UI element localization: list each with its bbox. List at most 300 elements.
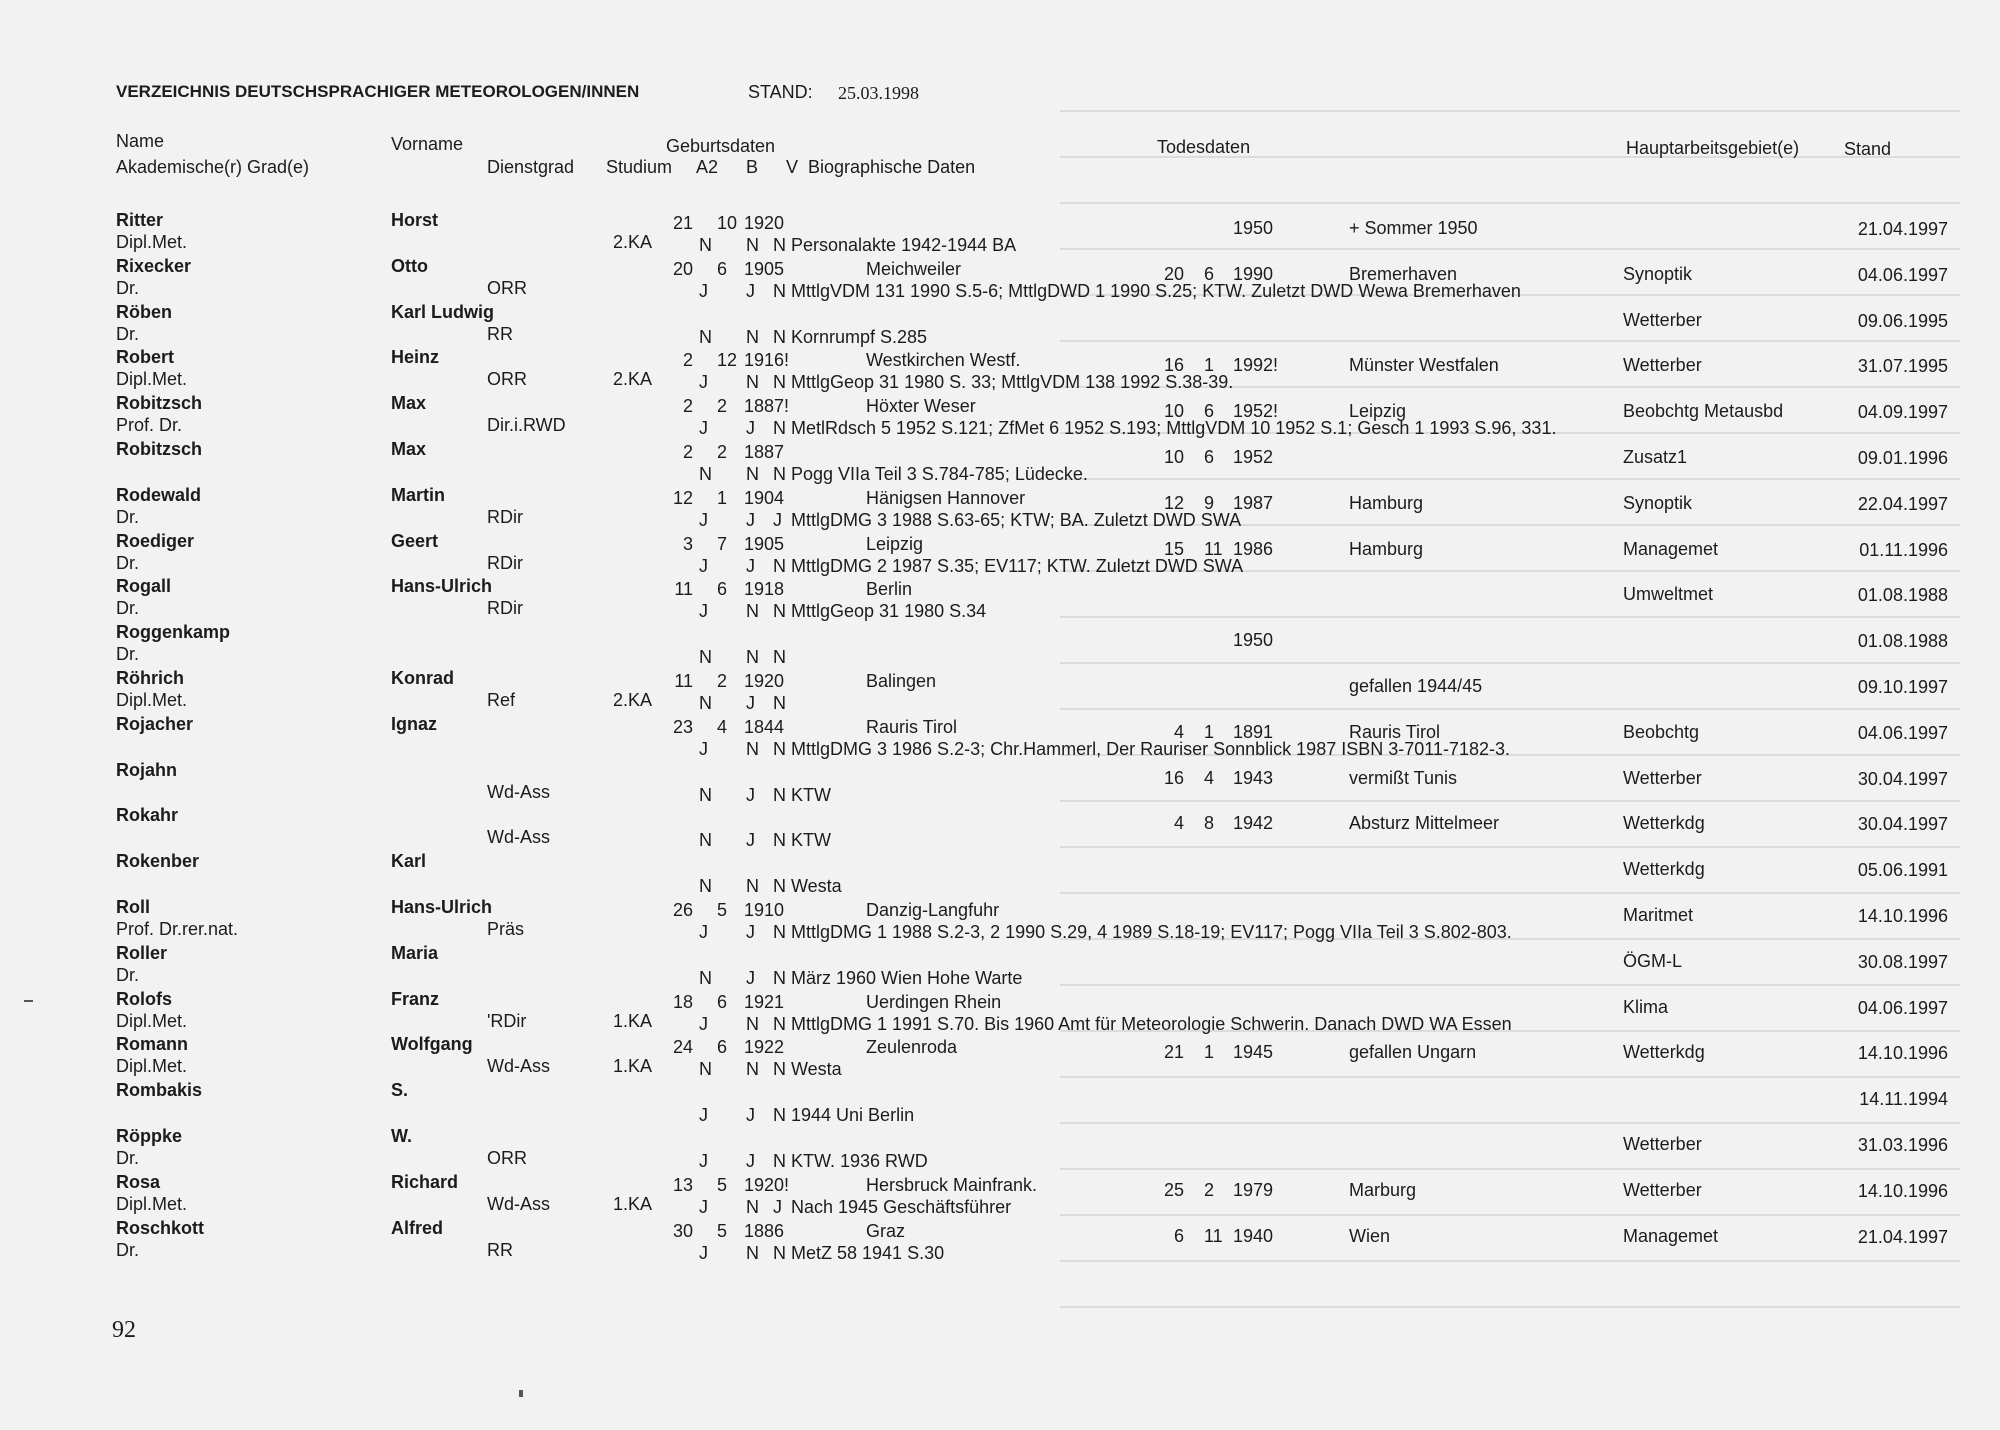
cell-vorname: Heinz: [391, 347, 440, 368]
cell-bio: MttlgVDM 131 1990 S.5-6; MttlgDWD 1 1990 S.25; KTW. Zuletzt DWD Wewa Bremerhaven: [791, 280, 1521, 301]
cell-vorname: Ignaz: [391, 713, 438, 734]
cell-b: J: [746, 418, 755, 439]
col-dienstgrad: Dienstgrad: [487, 157, 575, 177]
cell-name: Rolofs: [116, 988, 172, 1009]
cell-a2: J: [699, 372, 708, 393]
cell-death-place: Wien: [1349, 1225, 1391, 1246]
cell-v: N: [773, 1059, 786, 1080]
cell-stand-date: 21.04.1997: [1857, 1226, 1948, 1247]
cell-death-month: 11: [1204, 538, 1223, 559]
cell-name: Röppke: [116, 1126, 183, 1146]
cell-death-month: 6: [1204, 401, 1215, 422]
cell-birth-month: 6: [717, 991, 728, 1012]
cell-studium: 2.KA: [613, 232, 653, 252]
cell-v: N: [773, 647, 786, 668]
cell-birth-year: 1922: [744, 1037, 785, 1058]
cell-birth-day: 13: [672, 1174, 693, 1195]
cell-hauptgebiet: ÖGM-L: [1623, 950, 1683, 971]
cell-birth-year: 1920!: [744, 1174, 790, 1195]
cell-bio: MttlgDMG 3 1986 S.2-3; Chr.Hammerl, Der Rauriser Sonnblick 1987 ISBN 3-7011-7182-3.: [791, 738, 1510, 759]
cell-stand-date: 14.10.1996: [1857, 906, 1948, 926]
cell-dienstgrad: RDir: [487, 598, 523, 619]
cell-vorname: Hans-Ulrich: [391, 897, 493, 917]
cell-death-year: 1990: [1233, 263, 1274, 284]
cell-bio: KTW: [791, 784, 831, 805]
cell-a2: J: [699, 1196, 708, 1217]
cell-b: N: [746, 326, 759, 347]
cell-b: N: [746, 738, 759, 759]
cell-bio: KTW: [791, 830, 831, 851]
cell-stand-date: 14.10.1996: [1857, 1180, 1948, 1201]
cell-name: Roll: [116, 897, 150, 917]
cell-name: Rixecker: [116, 255, 192, 276]
cell-a2: N: [699, 830, 712, 851]
cell-stand-date: 04.06.1997: [1857, 722, 1948, 743]
cell-b: N: [746, 601, 759, 622]
cell-hauptgebiet: Synoptik: [1623, 263, 1693, 284]
cell-grad: Dr.: [116, 1148, 140, 1168]
cell-birth-day: 11: [674, 671, 693, 691]
cell-dienstgrad: RR: [487, 1239, 513, 1260]
cell-v: N: [773, 418, 786, 439]
cell-death-place: Leipzig: [1349, 401, 1407, 422]
cell-birth-place: Hänigsen Hannover: [866, 487, 1026, 508]
cell-b: N: [746, 464, 759, 484]
cell-a2: J: [699, 922, 708, 942]
cell-birth-year: 1920: [744, 213, 785, 233]
cell-v: N: [773, 1151, 786, 1171]
document-title: VERZEICHNIS DEUTSCHSPRACHIGER METEOROLOGEN/INNEN: [116, 82, 640, 101]
cell-death-year: 1950: [1233, 218, 1274, 238]
cell-birth-month: 12: [717, 350, 738, 371]
cell-a2: J: [699, 555, 708, 576]
cell-v: N: [773, 922, 786, 942]
cell-vorname: S.: [391, 1080, 409, 1101]
cell-birth-day: 12: [672, 487, 693, 508]
cell-death-month: 1: [1204, 1042, 1215, 1063]
cell-hauptgebiet: Wetterber: [1623, 1179, 1702, 1200]
col-geburtsdaten: Geburtsdaten: [666, 136, 776, 156]
cell-a2: J: [699, 1242, 708, 1263]
cell-death-place: Marburg: [1349, 1179, 1417, 1200]
cell-v: N: [773, 693, 786, 713]
cell-hauptgebiet: Synoptik: [1623, 492, 1693, 513]
cell-birth-year: 1910: [744, 900, 785, 920]
cell-b: J: [746, 1151, 755, 1171]
cell-vorname: Max: [391, 393, 427, 414]
cell-v: N: [773, 876, 786, 897]
col-todesdaten: Todesdaten: [1157, 137, 1251, 157]
cell-birth-year: 1904: [744, 487, 785, 508]
cell-grad: Dipl.Met.: [116, 690, 188, 710]
cell-death-year: 1945: [1233, 1042, 1274, 1063]
cell-death-year: 1952: [1233, 447, 1274, 467]
cell-stand-date: 30.04.1997: [1857, 814, 1948, 835]
cell-birth-month: 7: [717, 533, 728, 554]
cell-grad: Dr.: [116, 506, 140, 527]
cell-dienstgrad: 'RDir: [487, 1010, 527, 1031]
cell-death-month: 11: [1204, 1225, 1223, 1246]
cell-death-place: Münster Westfalen: [1349, 355, 1499, 376]
cell-b: J: [746, 922, 755, 942]
cell-birth-place: Leipzig: [866, 533, 924, 554]
cell-b: J: [746, 509, 755, 530]
cell-name: Ritter: [116, 210, 164, 230]
cell-death-day: 4: [1173, 721, 1184, 742]
cell-stand-date: 01.08.1988: [1857, 585, 1948, 606]
cell-b: J: [746, 693, 755, 713]
cell-vorname: Geert: [391, 530, 439, 551]
cell-bio: März 1960 Wien Hohe Warte: [791, 967, 1023, 988]
cell-grad: Dr.: [116, 644, 140, 665]
cell-a2: N: [699, 784, 712, 805]
cell-birth-day: 21: [672, 213, 693, 233]
cell-name: Roggenkamp: [116, 622, 231, 643]
cell-a2: N: [699, 235, 712, 255]
cell-death-day: 12: [1163, 492, 1184, 513]
cell-dienstgrad: Wd-Ass: [487, 1193, 550, 1214]
cell-bio: MttlgGeop 31 1980 S.34: [791, 601, 987, 622]
cell-birth-month: 4: [717, 716, 728, 737]
cell-studium: 1.KA: [613, 1056, 653, 1077]
col-haupt: Hauptarbeitsgebiet(e): [1626, 138, 1800, 158]
cell-stand-date: 21.04.1997: [1857, 219, 1948, 239]
cell-death-year: 1987: [1233, 492, 1274, 513]
cell-vorname: Max: [391, 439, 427, 459]
cell-death-day: 10: [1163, 401, 1184, 422]
cell-stand-date: 31.07.1995: [1857, 356, 1948, 377]
cell-death-place: vermißt Tunis: [1349, 767, 1458, 788]
cell-stand-date: 04.09.1997: [1857, 402, 1948, 423]
cell-hauptgebiet: Wetterber: [1623, 309, 1702, 330]
cell-v: N: [773, 967, 786, 988]
cell-death-year: 1950: [1233, 630, 1274, 651]
cell-vorname: Martin: [391, 484, 445, 505]
cell-hauptgebiet: Maritmet: [1623, 905, 1694, 925]
cell-hauptgebiet: Managemet: [1623, 538, 1719, 559]
cell-grad: Dipl.Met.: [116, 232, 188, 252]
cell-hauptgebiet: Umweltmet: [1623, 584, 1714, 605]
cell-name: Robitzsch: [116, 393, 203, 414]
cell-vorname: Alfred: [391, 1217, 444, 1238]
cell-hauptgebiet: Beobchtg: [1623, 721, 1700, 742]
cell-v: N: [773, 784, 786, 805]
cell-death-day: 21: [1163, 1042, 1184, 1063]
cell-hauptgebiet: Beobchtg Metausbd: [1623, 401, 1784, 422]
cell-birth-day: 2: [682, 396, 693, 417]
cell-birth-place: Danzig-Langfuhr: [866, 900, 1000, 920]
cell-studium: 2.KA: [613, 369, 653, 390]
cell-vorname: W.: [391, 1126, 412, 1146]
cell-birth-month: 6: [717, 258, 728, 279]
cell-hauptgebiet: Managemet: [1623, 1225, 1719, 1246]
cell-name: Röben: [116, 301, 172, 322]
cell-death-place: Hamburg: [1349, 492, 1424, 513]
cell-name: Roediger: [116, 530, 195, 551]
cell-dienstgrad: ORR: [487, 1148, 527, 1168]
cell-v: N: [773, 235, 786, 255]
cell-studium: 1.KA: [613, 1010, 653, 1031]
cell-v: J: [773, 1196, 782, 1217]
cell-v: N: [773, 830, 786, 851]
cell-birth-month: 2: [717, 396, 728, 417]
cell-vorname: Karl: [391, 851, 427, 872]
cell-birth-place: Graz: [866, 1220, 906, 1241]
cell-death-place: + Sommer 1950: [1349, 218, 1478, 238]
cell-vorname: Horst: [391, 210, 439, 230]
cell-birth-year: 1905: [744, 533, 785, 554]
cell-bio: MetlRdsch 5 1952 S.121; ZfMet 6 1952 S.193; MttlgVDM 10 1952 S.1; Gesch 1 1993 S.96, 331.: [791, 418, 1557, 439]
cell-b: N: [746, 647, 759, 668]
cell-bio: KTW. 1936 RWD: [791, 1151, 928, 1171]
cell-bio: MetZ 58 1941 S.30: [791, 1242, 945, 1263]
cell-grad: Dr.: [116, 1239, 140, 1260]
cell-death-year: 1992!: [1233, 355, 1279, 376]
cell-death-place: Hamburg: [1349, 538, 1424, 559]
cell-a2: N: [699, 876, 712, 897]
cell-birth-day: 2: [682, 350, 693, 371]
cell-birth-day: 3: [682, 533, 693, 554]
col-grad: Akademische(r) Grad(e): [116, 157, 310, 177]
cell-death-month: 6: [1204, 447, 1215, 467]
cell-stand-date: 09.01.1996: [1857, 448, 1948, 468]
cell-stand-date: 14.11.1994: [1859, 1089, 1948, 1110]
cell-stand-date: 01.08.1988: [1857, 631, 1948, 652]
cell-grad: Dr.: [116, 323, 140, 344]
cell-grad: Dr.: [116, 552, 140, 573]
cell-dienstgrad: Ref: [487, 690, 516, 710]
cell-grad: Dr.: [116, 964, 140, 985]
cell-stand-date: 30.04.1997: [1857, 768, 1948, 789]
cell-death-year: 1942: [1233, 813, 1274, 834]
cell-hauptgebiet: Wetterkdg: [1623, 1042, 1705, 1063]
cell-death-place: Bremerhaven: [1349, 263, 1458, 284]
cell-bio: Personalakte 1942-1944 BA: [791, 235, 1017, 255]
col-vorname: Vorname: [391, 134, 464, 154]
cell-birth-day: 2: [682, 442, 693, 462]
cell-birth-month: 1: [717, 487, 728, 508]
cell-a2: J: [699, 1013, 708, 1034]
cell-b: N: [746, 1242, 759, 1263]
cell-vorname: Richard: [391, 1171, 459, 1192]
cell-birth-year: 1921: [744, 991, 785, 1012]
cell-dienstgrad: RR: [487, 323, 513, 344]
cell-dienstgrad: ORR: [487, 277, 527, 298]
cell-name: Rogall: [116, 576, 172, 597]
cell-a2: N: [699, 967, 712, 988]
cell-hauptgebiet: Wetterber: [1623, 1134, 1702, 1154]
cell-death-month: 4: [1204, 767, 1215, 788]
cell-bio: Nach 1945 Geschäftsführer: [791, 1196, 1012, 1217]
cell-bio: 1944 Uni Berlin: [791, 1105, 915, 1126]
cell-birth-month: 6: [717, 1037, 728, 1058]
cell-grad: Dipl.Met.: [116, 1056, 188, 1077]
cell-a2: J: [699, 418, 708, 439]
cell-birth-day: 11: [674, 579, 693, 600]
cell-birth-month: 6: [717, 579, 728, 600]
cell-bio: MttlgDMG 1 1988 S.2-3, 2 1990 S.29, 4 1989 S.18-19; EV117; Pogg VIIa Teil 3 S.802-803.: [791, 922, 1512, 942]
cell-name: Rokenber: [116, 851, 200, 872]
cell-death-place: Rauris Tirol: [1349, 721, 1441, 742]
cell-birth-place: Westkirchen Westf.: [866, 350, 1021, 371]
cell-grad: Dipl.Met.: [116, 1193, 188, 1214]
cell-hauptgebiet: Wetterkdg: [1623, 813, 1705, 834]
cell-b: J: [746, 1105, 755, 1126]
cell-bio: Pogg VIIa Teil 3 S.784-785; Lüdecke.: [791, 464, 1088, 484]
cell-b: N: [746, 1196, 759, 1217]
cell-death-year: 1940: [1233, 1225, 1274, 1246]
cell-v: N: [773, 738, 786, 759]
cell-grad: Dr.: [116, 277, 140, 298]
cell-stand-date: 22.04.1997: [1857, 493, 1948, 514]
cell-hauptgebiet: Wetterber: [1623, 355, 1702, 376]
cell-death-month: 2: [1204, 1179, 1215, 1200]
cell-v: N: [773, 555, 786, 576]
cell-birth-month: 5: [717, 1174, 728, 1195]
col-v: V: [786, 157, 799, 177]
cell-vorname: Konrad: [391, 668, 454, 688]
cell-bio: MttlgGeop 31 1980 S. 33; MttlgVDM 138 1992 S.38-39.: [791, 372, 1234, 393]
cell-a2: J: [699, 1151, 708, 1171]
cell-death-day: 16: [1163, 767, 1184, 788]
cell-stand-date: 01.11.1996: [1859, 539, 1948, 560]
cell-vorname: Hans-Ulrich: [391, 576, 493, 597]
cell-vorname: Wolfgang: [391, 1034, 473, 1055]
col-b: B: [746, 157, 759, 177]
cell-name: Roller: [116, 942, 168, 963]
cell-birth-year: 1918: [744, 579, 785, 600]
cell-name: Romann: [116, 1034, 188, 1055]
cell-birth-year: 1887!: [744, 396, 790, 417]
cell-v: N: [773, 326, 786, 347]
cell-death-place: gefallen 1944/45: [1349, 676, 1483, 696]
cell-b: J: [746, 830, 755, 851]
cell-death-year: 1986: [1233, 538, 1274, 559]
cell-stand-date: 31.03.1996: [1857, 1135, 1948, 1155]
cell-stand-date: 14.10.1996: [1857, 1043, 1948, 1064]
cell-birth-place: Höxter Weser: [866, 396, 976, 417]
cell-birth-day: 30: [672, 1220, 693, 1241]
cell-birth-year: 1916!: [744, 350, 790, 371]
cell-birth-year: 1905: [744, 258, 785, 279]
cell-stand-date: 09.06.1995: [1857, 310, 1948, 331]
cell-birth-place: Rauris Tirol: [866, 716, 958, 737]
cell-name: Rokahr: [116, 805, 179, 826]
col-stand: Stand: [1844, 139, 1892, 159]
cell-birth-day: 26: [672, 900, 693, 920]
cell-bio: MttlgDMG 3 1988 S.63-65; KTW; BA. Zuletzt DWD SWA: [791, 509, 1242, 530]
cell-a2: N: [699, 464, 712, 484]
cell-birth-place: Uerdingen Rhein: [866, 991, 1002, 1012]
cell-bio: MttlgDMG 1 1991 S.70. Bis 1960 Amt für Meteorologie Schwerin. Danach DWD WA Essen: [791, 1013, 1512, 1034]
cell-v: N: [773, 1013, 786, 1034]
cell-birth-month: 2: [717, 671, 728, 691]
cell-b: N: [746, 876, 759, 897]
cell-grad: Dipl.Met.: [116, 369, 188, 390]
cell-name: Rojacher: [116, 713, 194, 734]
cell-birth-year: 1886: [744, 1220, 785, 1241]
cell-a2: N: [699, 693, 712, 713]
cell-death-year: 1979: [1233, 1179, 1274, 1200]
cell-name: Rosa: [116, 1171, 161, 1192]
cell-birth-month: 5: [717, 900, 728, 920]
cell-b: N: [746, 372, 759, 393]
cell-stand-date: 04.06.1997: [1857, 997, 1948, 1018]
cell-birth-month: 10: [717, 213, 738, 233]
cell-dienstgrad: ORR: [487, 369, 527, 390]
cell-b: J: [746, 784, 755, 805]
cell-v: N: [773, 464, 786, 484]
cell-dienstgrad: Wd-Ass: [487, 827, 550, 848]
cell-birth-year: 1920: [744, 671, 785, 691]
cell-death-month: 8: [1204, 813, 1215, 834]
col-a2: A2: [696, 157, 719, 177]
cell-a2: J: [699, 1105, 708, 1126]
cell-vorname: Maria: [391, 942, 439, 963]
cell-birth-day: 24: [672, 1037, 693, 1058]
cell-a2: N: [699, 1059, 712, 1080]
cell-a2: J: [699, 280, 708, 301]
cell-bio: Westa: [791, 876, 842, 897]
cell-birth-year: 1844: [744, 716, 785, 737]
cell-death-year: 1943: [1233, 767, 1274, 788]
cell-name: Röhrich: [116, 668, 185, 688]
cell-grad: Dr.: [116, 598, 140, 619]
margin-mark: [24, 1000, 33, 1002]
cell-bio: Westa: [791, 1059, 842, 1080]
cell-a2: N: [699, 326, 712, 347]
cell-death-year: 1891: [1233, 721, 1274, 742]
cell-a2: N: [699, 647, 712, 668]
cell-b: J: [746, 280, 755, 301]
cell-death-day: 16: [1163, 355, 1184, 376]
cell-studium: 2.KA: [613, 690, 653, 710]
cell-stand-date: 09.10.1997: [1857, 677, 1948, 697]
cell-vorname: Karl Ludwig: [391, 301, 494, 322]
cell-dienstgrad: Wd-Ass: [487, 781, 550, 802]
cell-bio: MttlgDMG 2 1987 S.35; EV117; KTW. Zuletzt DWD SWA: [791, 555, 1244, 576]
cell-death-day: 20: [1163, 263, 1184, 284]
col-studium: Studium: [606, 157, 673, 177]
cell-death-day: 25: [1163, 1179, 1184, 1200]
cell-death-place: gefallen Ungarn: [1349, 1042, 1477, 1063]
col-name: Name: [116, 131, 165, 151]
cell-death-month: 1: [1204, 721, 1215, 742]
cell-stand-date: 05.06.1991: [1857, 860, 1948, 881]
cell-vorname: Franz: [391, 988, 440, 1009]
cell-grad: Dipl.Met.: [116, 1010, 188, 1031]
cell-hauptgebiet: Klima: [1623, 996, 1669, 1017]
cell-death-day: 4: [1173, 813, 1184, 834]
cell-name: Rodewald: [116, 484, 202, 505]
cell-birth-place: Hersbruck Mainfrank.: [866, 1174, 1038, 1195]
cell-stand-date: 04.06.1997: [1857, 264, 1948, 285]
cell-v: N: [773, 601, 786, 622]
speck-mark: [519, 1390, 523, 1397]
cell-death-month: 6: [1204, 263, 1215, 284]
cell-vorname: Otto: [391, 255, 428, 276]
cell-b: N: [746, 1013, 759, 1034]
cell-b: N: [746, 1059, 759, 1080]
cell-birth-month: 2: [717, 442, 728, 462]
cell-v: N: [773, 1242, 786, 1263]
cell-studium: 1.KA: [613, 1193, 653, 1214]
cell-b: N: [746, 235, 759, 255]
cell-bio: Kornrumpf S.285: [791, 326, 928, 347]
cell-hauptgebiet: Wetterkdg: [1623, 859, 1705, 880]
cell-grad: Prof. Dr.: [116, 415, 183, 436]
cell-birth-day: 20: [672, 258, 693, 279]
